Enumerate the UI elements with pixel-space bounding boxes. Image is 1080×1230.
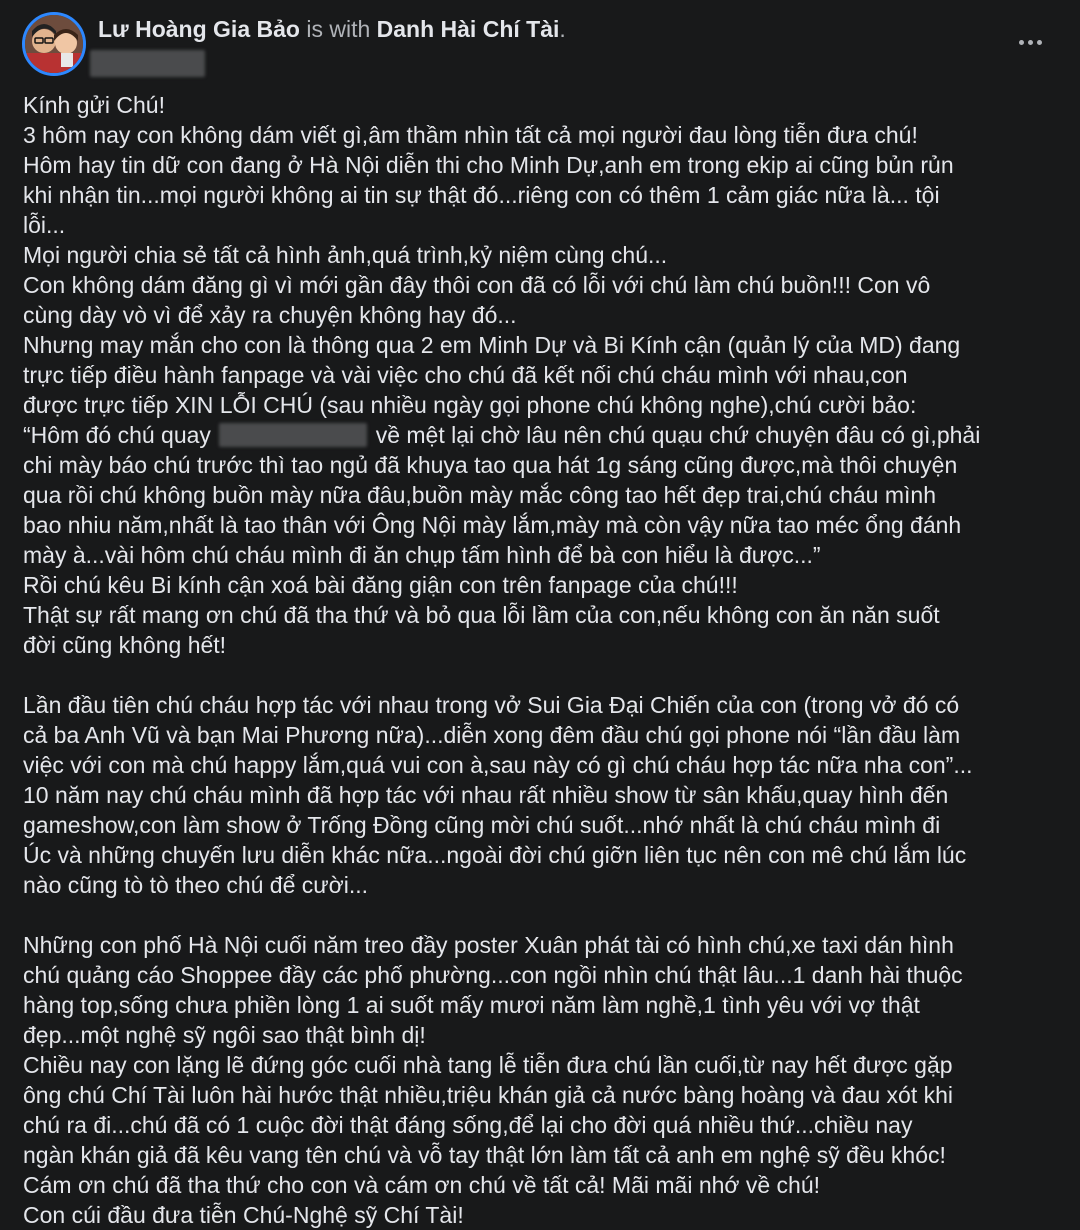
tagged-suffix: .: [559, 16, 566, 42]
paragraph-gap: [23, 900, 1063, 930]
post-text-line: bao nhiu năm,nhất là tao thân với Ông Nội mày lắm,mày mà còn vậy nữa tao méc ổng đánh: [23, 512, 962, 538]
post-text-line: 10 năm nay chú cháu mình đã hợp tác với nhau rất nhiều show từ sân khấu,quay hình đến: [23, 782, 949, 808]
tagged-person[interactable]: Danh Hài Chí Tài: [376, 16, 560, 42]
post-header: [0, 0, 1080, 90]
post-text-segment: “Hôm đó chú quay: [23, 422, 211, 448]
profile-photo-icon: [25, 15, 83, 73]
post-text-line: chú ra đi...chú đã có 1 cuộc đời thật đáng sống,để lại cho đời quá nhiều thứ...chiều nay: [23, 1112, 913, 1138]
post-text-line: Thật sự rất mang ơn chú đã tha thứ và bỏ qua lỗi lầm của con,nếu không con ăn năn suốt: [23, 602, 940, 628]
post-text-line: Úc và những chuyến lưu diễn khác nữa...ngoài đời chú giỡn liên tục nên con mê chú lắm lúc: [23, 842, 967, 868]
post-text-line: qua rồi chú không buồn mày nữa đâu,buồn mày mắc công tao hết đẹp trai,chú cháu mình: [23, 482, 936, 508]
post-text-line: chi mày báo chú trước thì tao ngủ đã khuya tao qua hát 1g sáng cũng được,mà thôi chuyện: [23, 452, 958, 478]
more-options-icon: [1019, 40, 1024, 45]
post-text-line: cùng dày vò vì để xảy ra chuyện không hay đó...: [23, 302, 517, 328]
post-text-line: ông chú Chí Tài luôn hài hước thật nhiều,triệu khán giả cả nước bàng hoàng và đau xót khi: [23, 1082, 954, 1108]
post-body: [23, 90, 1063, 1230]
post-text-line: Kính gửi Chú!: [23, 92, 165, 118]
post-text-line: ngàn khán giả đã kêu vang tên chú và vỗ tay thật lớn làm tất cả anh em nghệ sỹ đều khóc!: [23, 1142, 946, 1168]
post-text-line: đẹp...một nghệ sỹ ngôi sao thật bình dị!: [23, 1022, 426, 1048]
post-timestamp-redacted: [90, 50, 205, 77]
post-text-line: Cám ơn chú đã tha thứ cho con và cám ơn chú về tất cả! Mãi mãi nhớ về chú!: [23, 1172, 821, 1198]
post-text-segment: về mệt lại chờ lâu nên chú quạu chứ chuyện đâu có gì,phải: [375, 422, 981, 448]
post-text-line: Rồi chú kêu Bi kính cận xoá bài đăng giận con trên fanpage của chú!!!: [23, 572, 738, 598]
post-text-line: được trực tiếp XIN LỖI CHÚ (sau nhiều ngày gọi phone chú không nghe),chú cười bảo:: [23, 392, 917, 418]
post-text-line: Nhưng may mắn cho con là thông qua 2 em Minh Dự và Bi Kính cận (quản lý của MD) đang: [23, 332, 961, 358]
post-text-line: trực tiếp điều hành fanpage và vài việc cho chú đã kết nối chú cháu mình với nhau,con: [23, 362, 908, 388]
author-name[interactable]: Lư Hoàng Gia Bảo: [98, 16, 300, 42]
post-text-line: Những con phố Hà Nội cuối năm treo đầy poster Xuân phát tài có hình chú,xe taxi dán hình: [23, 932, 954, 958]
post-text-line: việc với con mà chú happy lắm,quá vui con à,sau này có gì chú cháu hợp tác nữa nha con”...: [23, 752, 973, 778]
post-text-line: Chiều nay con lặng lẽ đứng góc cuối nhà tang lễ tiễn đưa chú lần cuối,từ nay hết được gặp: [23, 1052, 953, 1078]
post-text-line: Hôm hay tin dữ con đang ở Hà Nội diễn thi cho Minh Dự,anh em trong ekip ai cũng bủn rủn: [23, 152, 954, 178]
with-text: is with: [306, 16, 371, 42]
more-options-icon: [1028, 40, 1033, 45]
post-text-line: Lần đầu tiên chú cháu hợp tác với nhau trong vở Sui Gia Đại Chiến của con (trong vở đó có: [23, 692, 960, 718]
post-text-line: gameshow,con làm show ở Trống Đồng cũng mời chú suốt...nhớ nhất là chú cháu mình đi: [23, 812, 941, 838]
avatar[interactable]: [22, 12, 86, 76]
paragraph-gap: [23, 660, 1063, 690]
post-text-line: khi nhận tin...mọi người không ai tin sự thật đó...riêng con có thêm 1 cảm giác nữa là... tội: [23, 182, 940, 208]
post-text-line: nào cũng tò tò theo chú để cười...: [23, 872, 369, 898]
post-text-line: cả ba Anh Vũ và bạn Mai Phương nữa)...diễn xong đêm đầu chú gọi phone nói “lần đầu làm: [23, 722, 961, 748]
post-text-line: mày à...vài hôm chú cháu mình đi ăn chụp tấm hình để bà con hiểu là được...”: [23, 542, 821, 568]
post-text-line: [23, 420, 1063, 450]
post-text-line: chú quảng cáo Shoppee đầy các phố phường...con ngồi nhìn chú thật lâu...1 danh hài thuộc: [23, 962, 963, 988]
post-text-line: đời cũng không hết!: [23, 632, 227, 658]
post-text-line: 3 hôm nay con không dám viết gì,âm thầm nhìn tất cả mọi người đau lòng tiễn đưa chú!: [23, 122, 918, 148]
post-header-line: [98, 14, 566, 44]
post-text-line: Con cúi đầu đưa tiễn Chú-Nghệ sỹ Chí Tài!: [23, 1202, 464, 1228]
redacted-text: [219, 423, 367, 447]
post-text-line: hàng top,sống chưa phiền lòng 1 ai suốt mấy mươi năm làm nghề,1 tình yêu với vợ thật: [23, 992, 920, 1018]
post-text-line: lỗi...: [23, 212, 66, 238]
more-options-icon: [1037, 40, 1042, 45]
post-text-line: Mọi người chia sẻ tất cả hình ảnh,quá trình,kỷ niệm cùng chú...: [23, 242, 668, 268]
more-options-button[interactable]: [1010, 24, 1050, 60]
post-text-line: Con không dám đăng gì vì mới gần đây thôi con đã có lỗi với chú làm chú buồn!!! Con vô: [23, 272, 931, 298]
